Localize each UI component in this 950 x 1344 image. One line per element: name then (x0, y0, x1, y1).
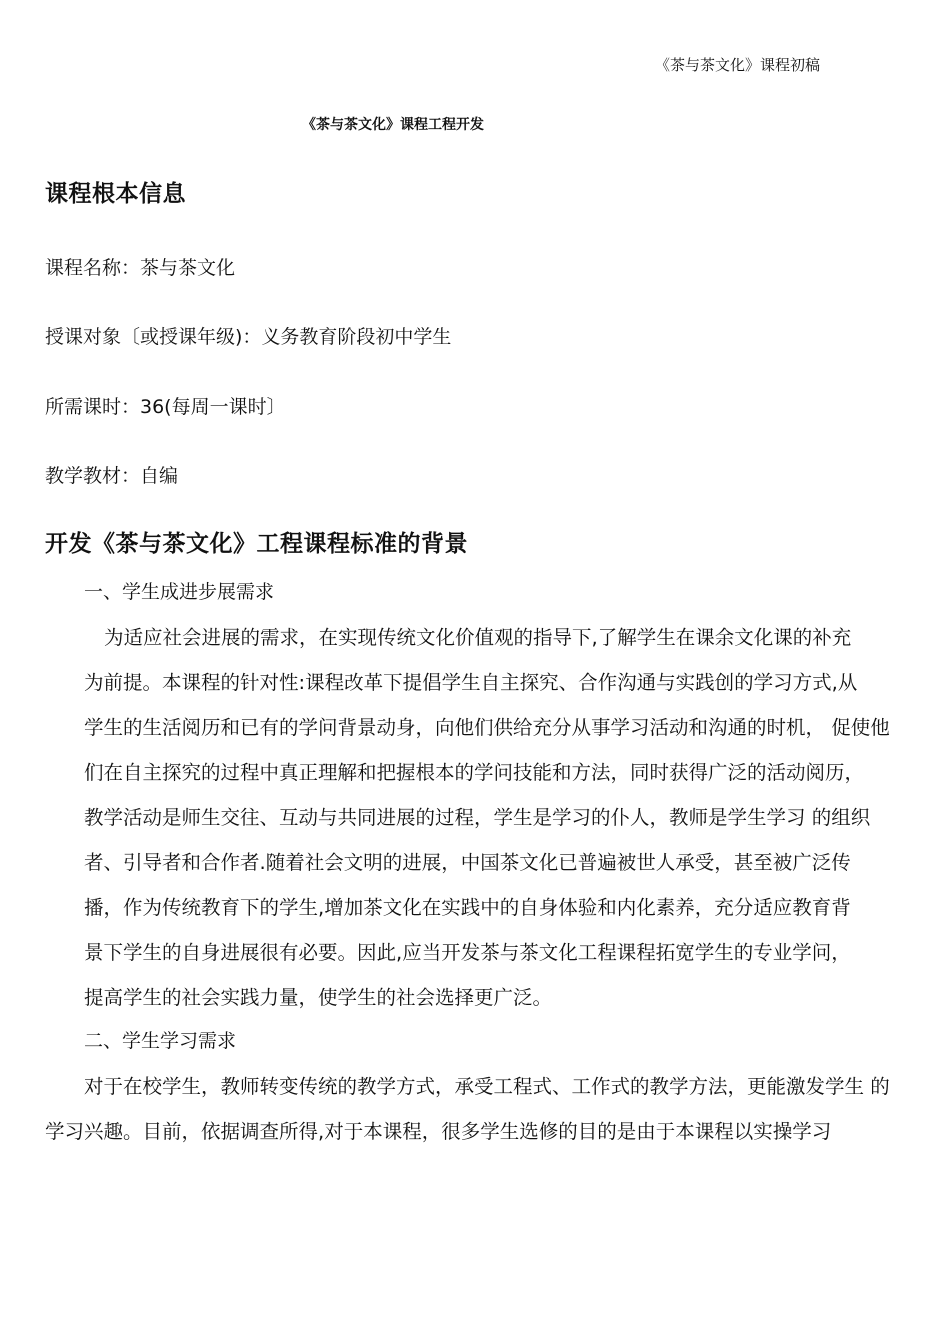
course-textbook: 教学教材：自编 (45, 465, 179, 487)
course-audience: 授课对象〔或授课年级)：义务教育阶段初中学生 (45, 326, 452, 348)
paragraph-line: 为适应社会进展的需求，在实现传统文化价值观的指导下,了解学生在课余文化课的补充 (104, 626, 852, 649)
section-heading-basic-info: 课程根本信息 (45, 181, 186, 207)
section-heading-background: 开发《茶与茶文化》工程课程标准的背景 (45, 531, 468, 557)
paragraph-line: 为前提。本课程的针对性:课程改革下提倡学生自主探究、合作沟通与实践创的学习方式,从 (84, 671, 858, 694)
paragraph-line: 提高学生的社会实践力量，使学生的社会选择更广泛。 (84, 986, 553, 1009)
paragraph-line: 者、引导者和合作者.随着社会文明的进展，中国茶文化已普遍被世人承受，甚至被广泛传 (84, 851, 851, 874)
course-name: 课程名称：茶与茶文化 (45, 257, 236, 279)
paragraph-line: 们在自主探究的过程中真正理解和把握根本的学问技能和方法，同时获得广泛的活动阅历， (84, 761, 865, 784)
paragraph-line: 播，作为传统教育下的学生,增加茶文化在实践中的自身体验和内化素养，充分适应教育背 (84, 896, 851, 919)
document-title: 《茶与茶文化》课程工程开发 (302, 117, 484, 133)
paragraph-line: 景下学生的自身进展很有必要。因此,应当开发茶与茶文化工程课程拓宽学生的专业学问， (84, 941, 851, 964)
course-hours: 所需课时：36(每周一课时〕 (45, 396, 286, 418)
running-header: 《茶与茶文化》课程初稿 (655, 56, 821, 74)
subsection-title-development-needs: 一、学生成进步展需求 (84, 581, 275, 603)
paragraph-line: 学生的生活阅历和已有的学问背景动身，向他们供给充分从事学习活动和沟通的时机， 促使他 (84, 716, 890, 739)
paragraph-line: 学习兴趣。目前，依据调查所得,对于本课程，很多学生选修的目的是由于本课程以实操学习 (45, 1120, 832, 1143)
paragraph-line: 教学活动是师生交往、互动与共同进展的过程，学生是学习的仆人，教师是学生学习 的组织 (84, 806, 871, 829)
paragraph-line: 对于在校学生，教师转变传统的教学方式，承受工程式、工作式的教学方法，更能激发学生 的 (84, 1075, 890, 1098)
subsection-title-learning-needs: 二、学生学习需求 (84, 1030, 237, 1052)
